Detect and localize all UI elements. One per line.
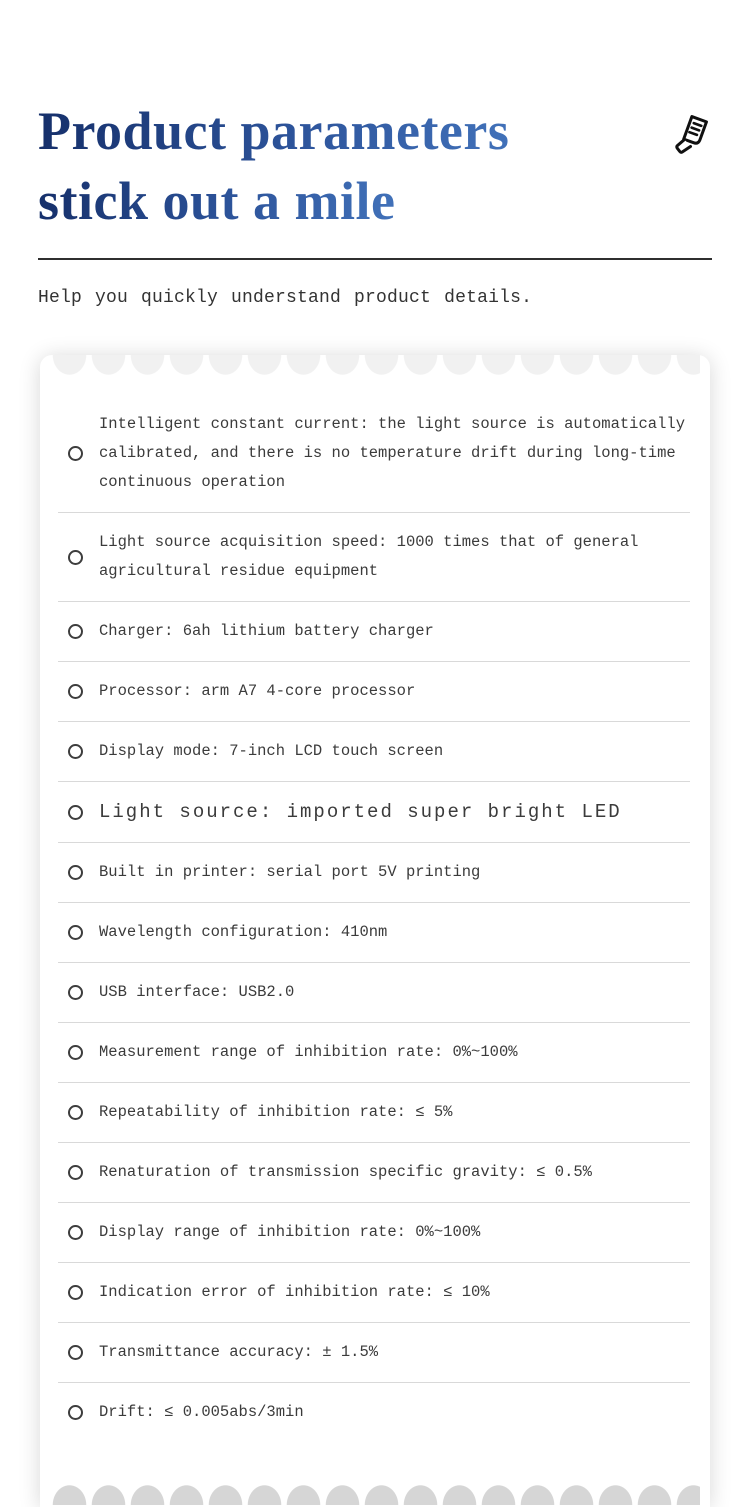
list-item (58, 602, 690, 662)
page-title (38, 96, 509, 236)
circle-bullet-icon (68, 865, 83, 880)
header-divider (38, 258, 712, 260)
list-item-text: Light source acquisition speed: 1000 times that of general agricultural residue equipment (99, 533, 639, 580)
list-item-text: Built in printer: serial port 5V printing (99, 863, 481, 881)
page-title-line-1: Product parameters (38, 96, 509, 166)
list-item (58, 782, 690, 843)
circle-bullet-icon (68, 1165, 83, 1180)
circle-bullet-icon (68, 805, 83, 820)
circle-bullet-icon (68, 624, 83, 639)
list-item-text: Charger: 6ah lithium battery charger (99, 622, 434, 640)
list-item (58, 662, 690, 722)
circle-bullet-icon (68, 1105, 83, 1120)
note-icon (668, 110, 718, 164)
list-item-text: Indication error of inhibition rate: ≤ 10% (99, 1283, 490, 1301)
list-item-text: Transmittance accuracy: ± 1.5% (99, 1343, 379, 1361)
list-item (58, 513, 690, 602)
list-item-text: Processor: arm A7 4-core processor (99, 682, 416, 700)
circle-bullet-icon (68, 1285, 83, 1300)
circle-bullet-icon (68, 684, 83, 699)
list-item-text: Display mode: 7-inch LCD touch screen (99, 742, 444, 760)
list-item (58, 1203, 690, 1263)
list-item (58, 1263, 690, 1323)
circle-bullet-icon (68, 1405, 83, 1420)
list-item (58, 1023, 690, 1083)
circle-bullet-icon (68, 744, 83, 759)
list-item (58, 1323, 690, 1383)
spec-list (58, 395, 690, 1442)
circle-bullet-icon (68, 985, 83, 1000)
scalloped-edge-bottom (50, 1485, 700, 1505)
list-item-text: Intelligent constant current: the light source is automatically calibrated, and there is no temperature drift during long-time continuous operation (99, 415, 685, 491)
list-item-text: Light source: imported super bright LED (99, 801, 622, 823)
circle-bullet-icon (68, 1345, 83, 1360)
list-item-text: Repeatability of inhibition rate: ≤ 5% (99, 1103, 453, 1121)
list-item (58, 843, 690, 903)
list-item (58, 963, 690, 1023)
list-item (58, 395, 690, 513)
list-item-text: Measurement range of inhibition rate: 0%~100% (99, 1043, 518, 1061)
page-subtitle: Help you quickly understand product details. (38, 288, 533, 308)
circle-bullet-icon (68, 1225, 83, 1240)
list-item (58, 1083, 690, 1143)
list-item-text: USB interface: USB2.0 (99, 983, 295, 1001)
circle-bullet-icon (68, 1045, 83, 1060)
circle-bullet-icon (68, 550, 83, 565)
spec-card (40, 355, 710, 1507)
list-item (58, 903, 690, 963)
list-item-text: Wavelength configuration: 410nm (99, 923, 388, 941)
list-item-text: Drift: ≤ 0.005abs/3min (99, 1403, 304, 1421)
scalloped-edge-top (50, 355, 700, 375)
list-item (58, 1143, 690, 1203)
list-item (58, 1383, 690, 1442)
page-title-line-2: stick out a mile (38, 166, 395, 236)
list-item-text: Renaturation of transmission specific gravity: ≤ 0.5% (99, 1163, 592, 1181)
circle-bullet-icon (68, 925, 83, 940)
list-item (58, 722, 690, 782)
circle-bullet-icon (68, 446, 83, 461)
list-item-text: Display range of inhibition rate: 0%~100% (99, 1223, 481, 1241)
